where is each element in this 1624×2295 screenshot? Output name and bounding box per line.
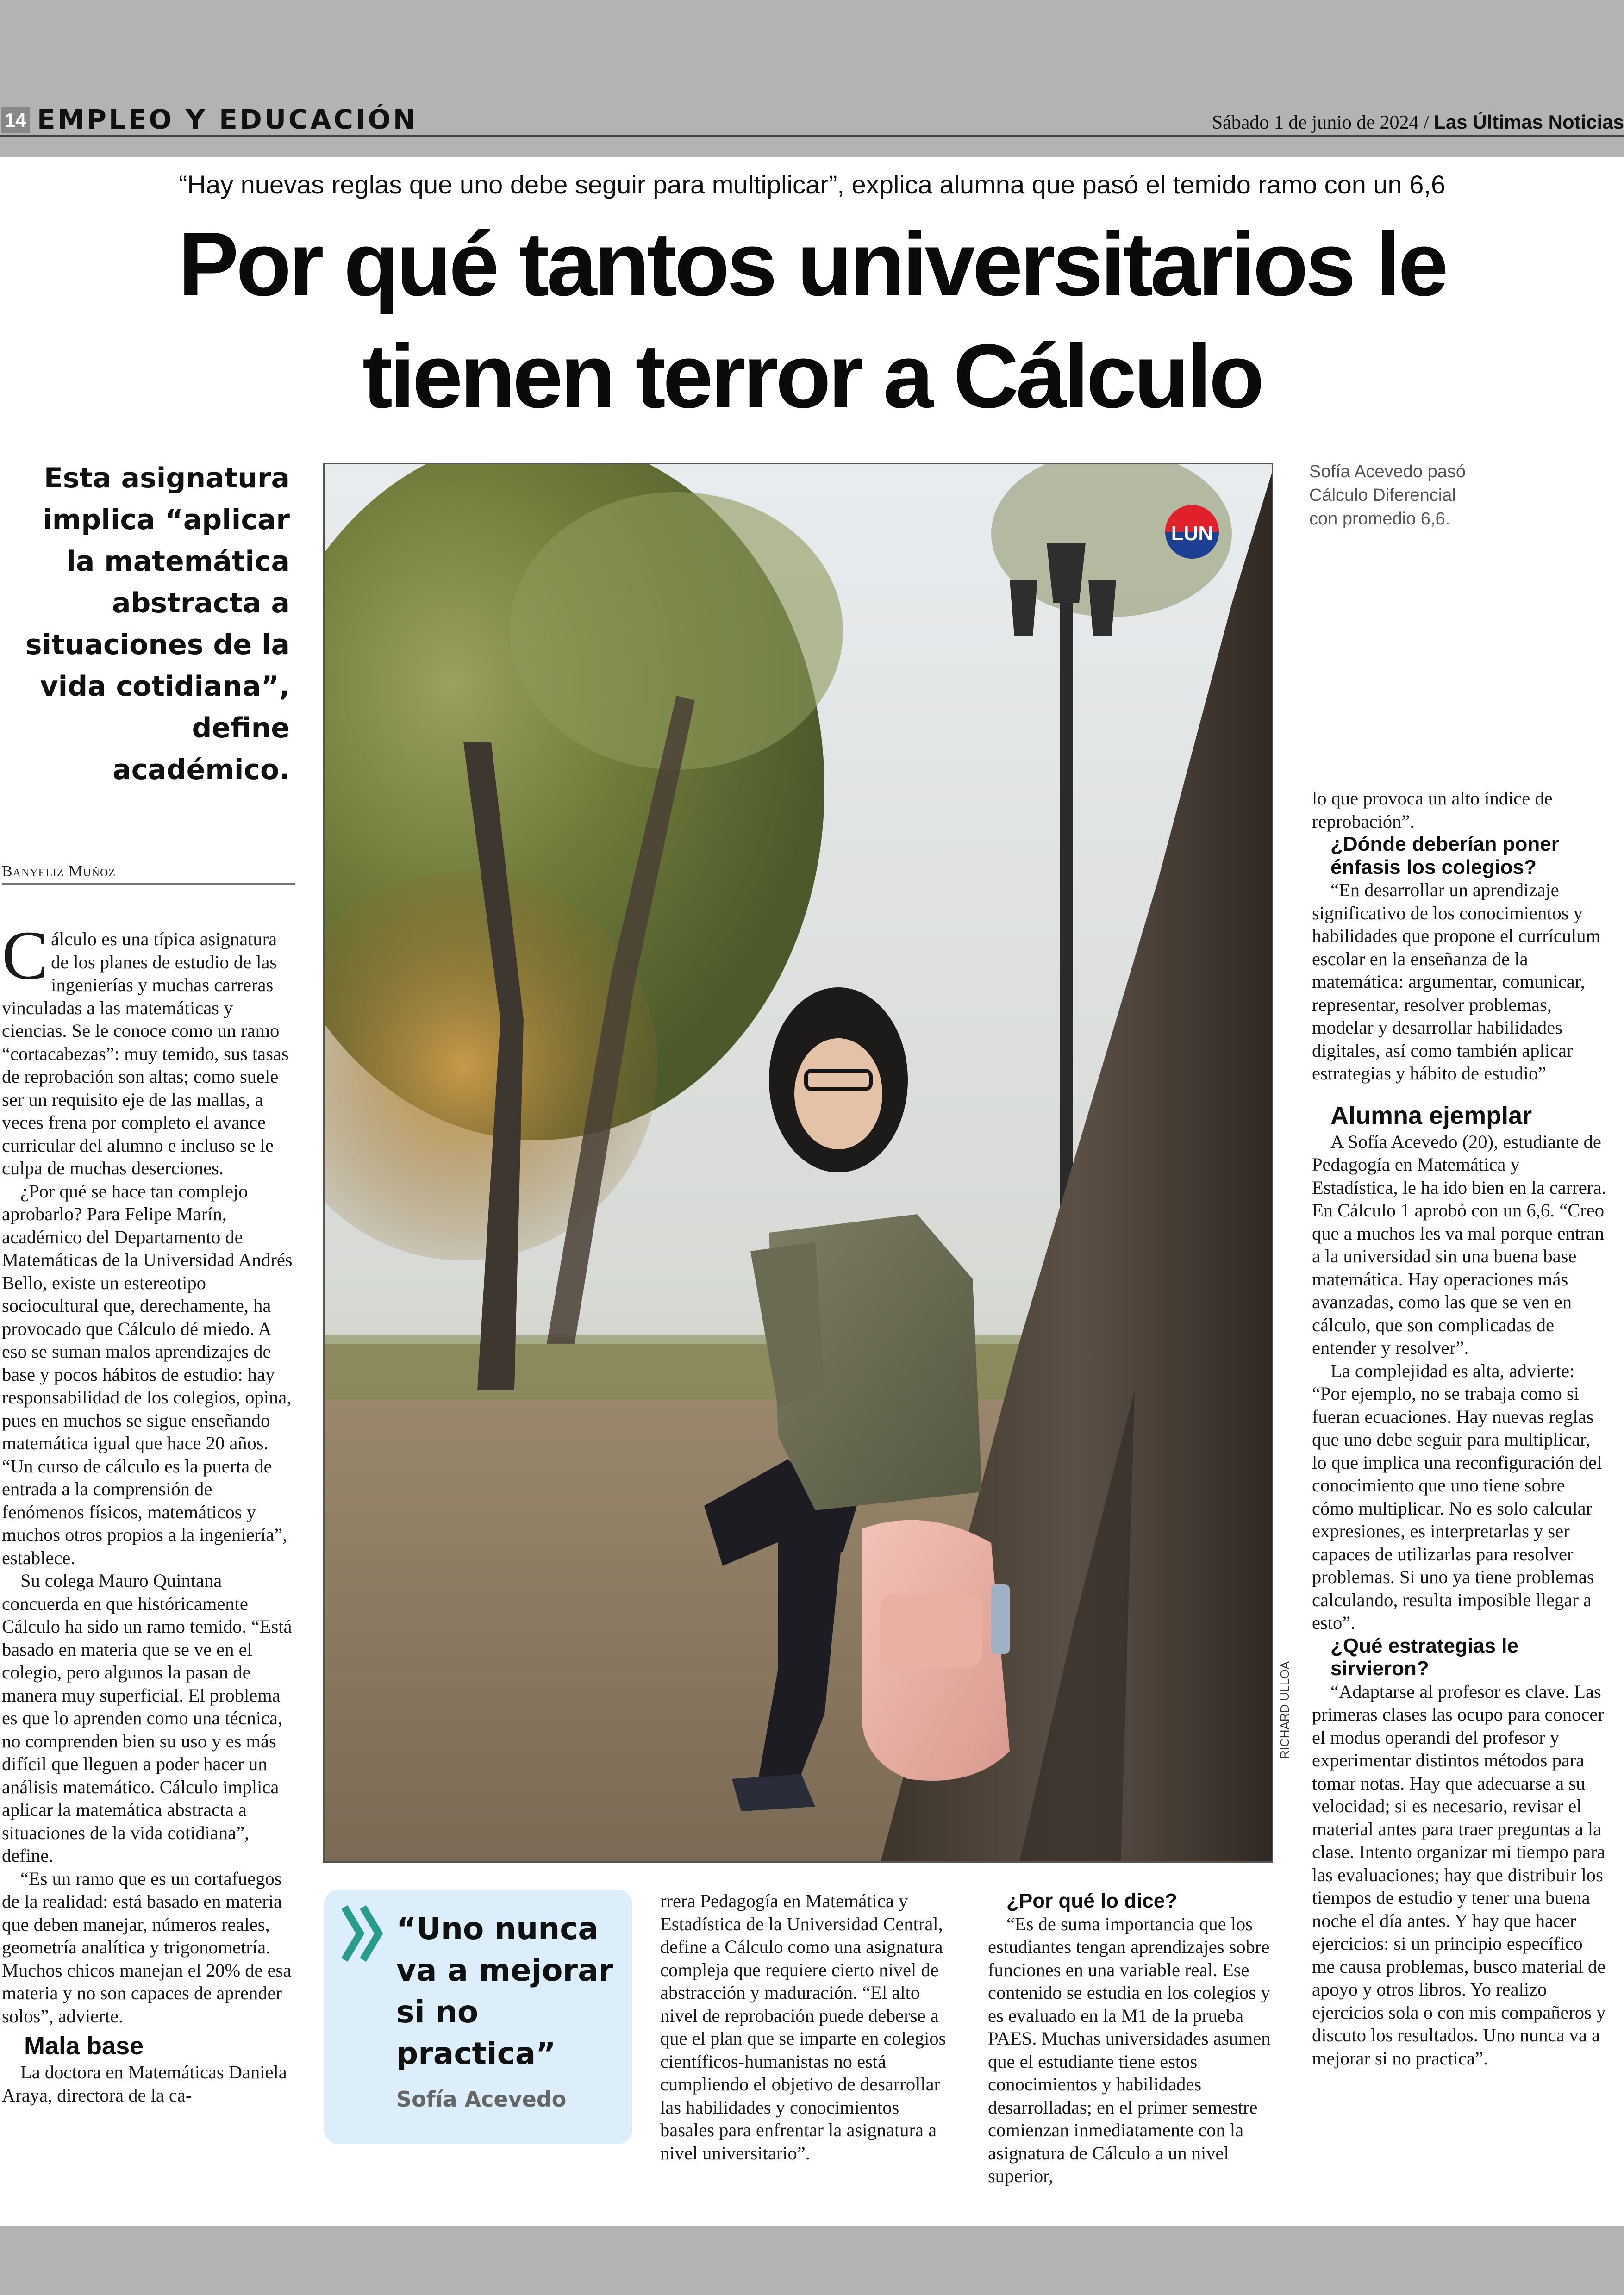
subhead-por-que: ¿Por qué lo dice?	[1006, 1890, 1178, 1912]
quote-chevron-icon	[342, 1903, 388, 1964]
headline-line-2: tienen terror a Cálculo	[362, 325, 1262, 427]
lun-logo	[1165, 505, 1219, 559]
photo-caption: Sofía Acevedo pasó Cálculo Diferencial con promedio 6,6.	[1309, 462, 1466, 529]
photo-illustration	[325, 464, 1273, 1863]
paragraph: La complejidad es alta, advierte: “Por ejemplo, no se trabaja como si fueran ecuaciones. Hay nuevas reglas que uno debe seguir para multiplicar, lo que implica una reconfiguración del conocimiento que uno tiene sobre cómo multiplicar. No es solo calcular expresiones, es interpretarlas y ser capaces de utilizarlas para resolver problemas. Si uno ya tiene problemas calculando, resulta imposible llegar a esto”.	[1312, 1360, 1602, 1633]
body-column-4	[988, 1890, 1283, 2188]
subhead-donde: ¿Dónde deberían poner énfasis los colegios?	[1330, 833, 1559, 879]
paragraph: “Es de suma importancia que los estudiantes tengan aprendizajes sobre funciones en una variable real. Ese contenido se estudia en los colegios y es evaluado en la M1 de la prueba PAES. Muchas universidades asumen que el estudiante tiene estos conocimientos y habilidades desarrolladas; en el primer semestre comienzan inmediatamente con la asignatura de Cálculo a un nivel superior,	[988, 1913, 1271, 2186]
drop-cap: C	[2, 917, 49, 994]
dateline-separator: /	[1424, 112, 1429, 133]
subhead-alumna-ejemplar: Alumna ejemplar	[1330, 1101, 1532, 1129]
paragraph: “Adaptarse al profesor es clave. Las primeras clases las ocupo para conocer el modus operandi del profesor y experimentar distintos métodos para tomar notas. Hay que adecuarse a su velocidad; si es necesario, revisar el material antes para traer preguntas a la clase. Intento organizar mi tiempo para las evaluaciones; hay que distribuir los tiempos de estudio y tener una buena noche el día antes. Y hay que hacer ejercicios: si un principio específico me causa problemas, busco material de apoyo y otros libros. Yo realizo ejercicios sola o con mis compañeros y discuto los resultados. Uno nunca va a mejorar si no practica”.	[1312, 1681, 1606, 2069]
pull-quote-author: Sofía Acevedo	[396, 2087, 567, 2112]
article-photo	[323, 463, 1273, 1863]
headline	[37, 208, 1587, 432]
body-column-1	[2, 917, 298, 2107]
paragraph: Su colega Mauro Quintana concuerda en que históricamente Cálculo ha sido un ramo temido. “Está basado en materia que se ve en el colegio, pero algunos la pasan de manera muy superficial. El problema es que lo aprenden como una técnica, no comprenden bien su uso y es más difícil que lleguen a poder hacer un análisis matemático. Cálculo implica aplicar la matemática abstracta a situaciones de la vida cotidiana”, define.	[2, 1570, 292, 1866]
pull-quote-text: “Uno nunca va a mejorar si no practica”	[396, 1911, 614, 2071]
paragraph	[2, 917, 298, 1180]
subhead-estrategias: ¿Qué estrategias le sirvieron?	[1330, 1634, 1518, 1680]
photo-credit: RICHARD ULLOA	[1278, 1661, 1292, 1759]
publication-name: Las Últimas Noticias	[1434, 111, 1624, 133]
paragraph: ¿Por qué se hace tan complejo aprobarlo? Para Felipe Marín, académico del Departamento de Matemáticas de la Universidad Andrés Bello, existe un estereotipo sociocultural que, derechamente, ha provocado que Cálculo dé miedo. A eso se suman malos aprendizajes de base y pocos hábitos de estudio: hay responsabilidad de los colegios, opina, pues en muchos se sigue enseñando matemática igual que hace 20 años. “Un curso de cálculo es la puerta de entrada a la comprensión de fenómenos físicos, matemáticos y muchos otros propios a la ingeniería”, establece.	[2, 1180, 293, 1568]
body-column-5	[1312, 787, 1608, 2070]
page-number: 14	[1, 107, 30, 133]
paragraph: “Es un ramo que es un cortafuegos de la realidad: está basado en materia que deben manejar, números reales, geometría analítica y trigonometría. Muchos chicos manejan el 20% de esa materia y no son capaces de aprender solos”, advierte.	[2, 1868, 292, 2027]
headline-line-1: Por qué tantos universitarios le	[178, 213, 1446, 315]
issue-date: Sábado 1 de junio de 2024	[1212, 112, 1419, 133]
section-title: EMPLEO Y EDUCACIÓN	[37, 104, 418, 135]
lead-summary: Esta asignatura implica “aplicar la matemática abstracta a situaciones de la vida cotidiana”, define académico.	[25, 462, 290, 786]
paragraph: rrera Pedagogía en Matemática y Estadística de la Universidad Central, define a Cálculo como una asignatura compleja que requiere cierto nivel de abstracción y maduración. “El alto nivel de reprobación puede deberse a que el plan que se imparte en colegios científicos-humanistas no está cumpliendo el objetivo de desarrollar las habilidades y conocimientos basales para enfrentar la asignatura a nivel universitario”.	[660, 1890, 946, 2164]
paragraph: lo que provoca un alto índice de reprobación”.	[1312, 788, 1553, 832]
lun-logo-text: LUN	[1171, 522, 1213, 545]
subhead-mala-base: Mala base	[24, 2032, 144, 2060]
dateline	[1212, 111, 1624, 134]
kicker: “Hay nuevas reglas que uno debe seguir para multiplicar”, explica alumna que pasó el temido ramo con un 6,6	[178, 170, 1446, 199]
paragraph: A Sofía Acevedo (20), estudiante de Pedagogía en Matemática y Estadística, le ha ido bien en la carrera. En Cálculo 1 aprobó con un 6,6. “Creo que a muchos les va mal porque entran a la universidad sin una buena base matemática. Hay operaciones más avanzadas, como las que se ven en cálculo, que son complicadas de entender y resolver”.	[1312, 1131, 1606, 1358]
paragraph-text: álculo es una típica asignatura de los planes de estudio de las ingenierías y muchas carreras vinculadas a las matemáticas y ciencias. Se le conoce como un ramo “cortacabezas”: muy temido, sus tasas de reprobación son altas; como suele ser un requisito eje de las mallas, a veces frena por completo el avance curricular del alumno e incluso se le culpa de muchas deserciones.	[2, 929, 289, 1179]
paragraph: “En desarrollar un aprendizaje significativo de los conocimientos y habilidades que propone el currículum escolar en la enseñanza de la matemática: argumentar, comunicar, representar, resolver problemas, modelar y desarrollar habilidades digitales, así como también aplicar estrategias y hábito de estudio”	[1312, 879, 1601, 1084]
header-rule	[0, 135, 1624, 137]
paragraph: La doctora en Matemáticas Daniela Araya, directora de la ca-	[2, 2062, 287, 2106]
body-column-3	[660, 1890, 956, 2164]
byline: Banyeliz Muñoz	[2, 863, 295, 885]
pull-quote	[324, 1890, 632, 2144]
